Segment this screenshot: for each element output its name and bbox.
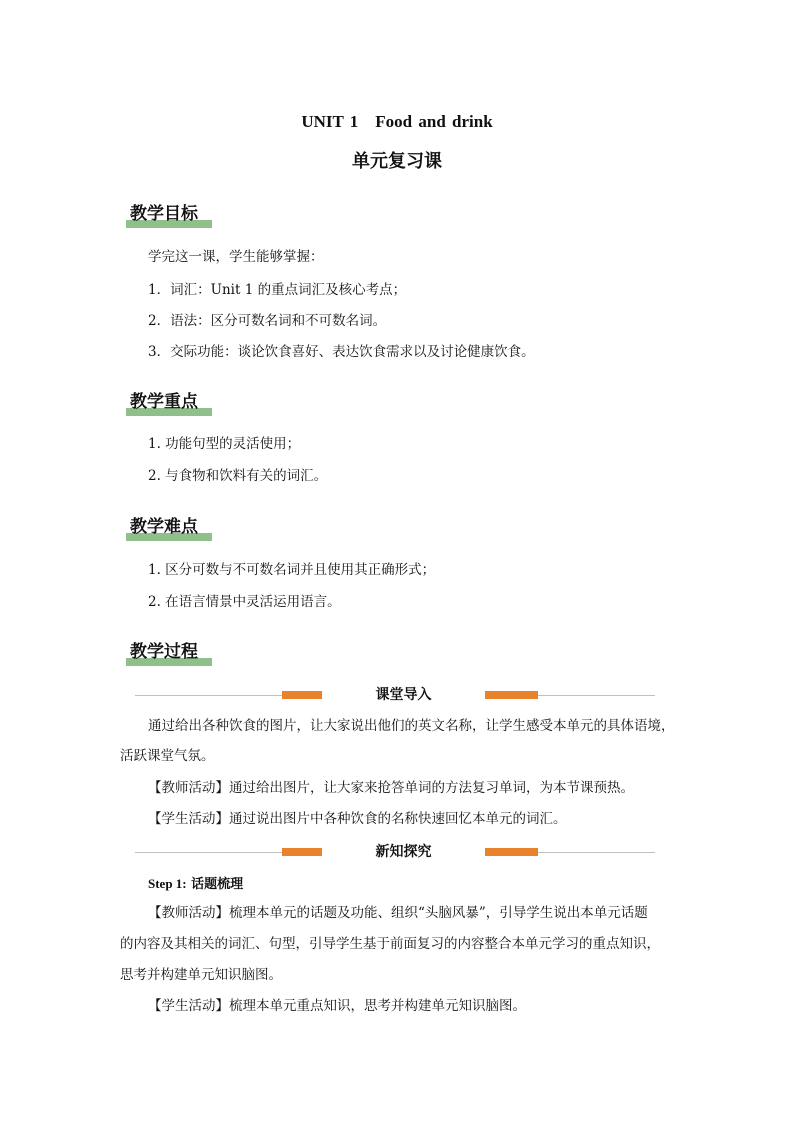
new-teacher-activity-line-3: 思考并构建单元知识脑图。 xyxy=(120,967,282,983)
difficulties-heading: 教学难点 xyxy=(130,516,198,538)
divider-rule xyxy=(135,695,282,696)
objectives-heading: 教学目标 xyxy=(130,203,198,225)
divider-block xyxy=(282,848,322,856)
divider-block xyxy=(282,691,322,699)
divider-label: 新知探究 xyxy=(375,844,432,860)
new-teacher-activity-line-2: 的内容及其相关的词汇、句型，引导学生基于前面复习的内容整合本单元学习的重点知识， xyxy=(120,936,660,952)
objective-item-1: 1．词汇：Unit 1 的重点词汇及核心考点； xyxy=(148,282,407,298)
divider-label: 课堂导入 xyxy=(375,687,432,703)
intro-paragraph-line-1: 通过给出各种饮食的图片，让大家说出他们的英文名称，让学生感受本单元的具体语境， xyxy=(148,718,675,734)
key-point-item-1: 1. 功能句型的灵活使用； xyxy=(148,436,301,452)
objective-item-2: 2．语法：区分可数名词和不可数名词。 xyxy=(148,313,387,329)
new-teacher-activity-line-1: 【教师活动】梳理本单元的话题及功能、组织“头脑风暴”，引导学生说出本单元话题 xyxy=(148,905,648,921)
intro-student-activity: 【学生活动】通过说出图片中各种饮食的名称快速回忆本单元的词汇。 xyxy=(148,811,567,827)
intro-teacher-activity: 【教师活动】通过给出图片，让大家来抢答单词的方法复习单词，为本节课预热。 xyxy=(148,780,634,796)
step-1-heading: Step 1: 话题梳理 xyxy=(148,876,244,892)
key-point-item-2: 2. 与食物和饮料有关的词汇。 xyxy=(148,468,328,484)
divider-block xyxy=(485,848,538,856)
intro-paragraph-line-2: 活跃课堂气氛。 xyxy=(120,748,215,764)
section-divider-intro xyxy=(135,689,655,701)
section-divider-new xyxy=(135,846,655,858)
lesson-title: 单元复习课 xyxy=(352,151,442,172)
divider-rule xyxy=(135,852,282,853)
new-student-activity: 【学生活动】梳理本单元重点知识，思考并构建单元知识脑图。 xyxy=(148,998,526,1014)
divider-rule xyxy=(538,852,655,853)
process-heading: 教学过程 xyxy=(130,641,198,663)
objectives-intro: 学完这一课，学生能够掌握： xyxy=(148,249,324,265)
unit-title: UNIT 1 Food and drink xyxy=(301,112,493,131)
difficulty-item-1: 1. 区分可数与不可数名词并且使用其正确形式； xyxy=(148,562,436,578)
divider-block xyxy=(485,691,538,699)
divider-rule xyxy=(538,695,655,696)
difficulty-item-2: 2. 在语言情景中灵活运用语言。 xyxy=(148,594,341,610)
objective-item-3: 3．交际功能：谈论饮食喜好、表达饮食需求以及讨论健康饮食。 xyxy=(148,344,535,360)
key-points-heading: 教学重点 xyxy=(130,391,198,413)
